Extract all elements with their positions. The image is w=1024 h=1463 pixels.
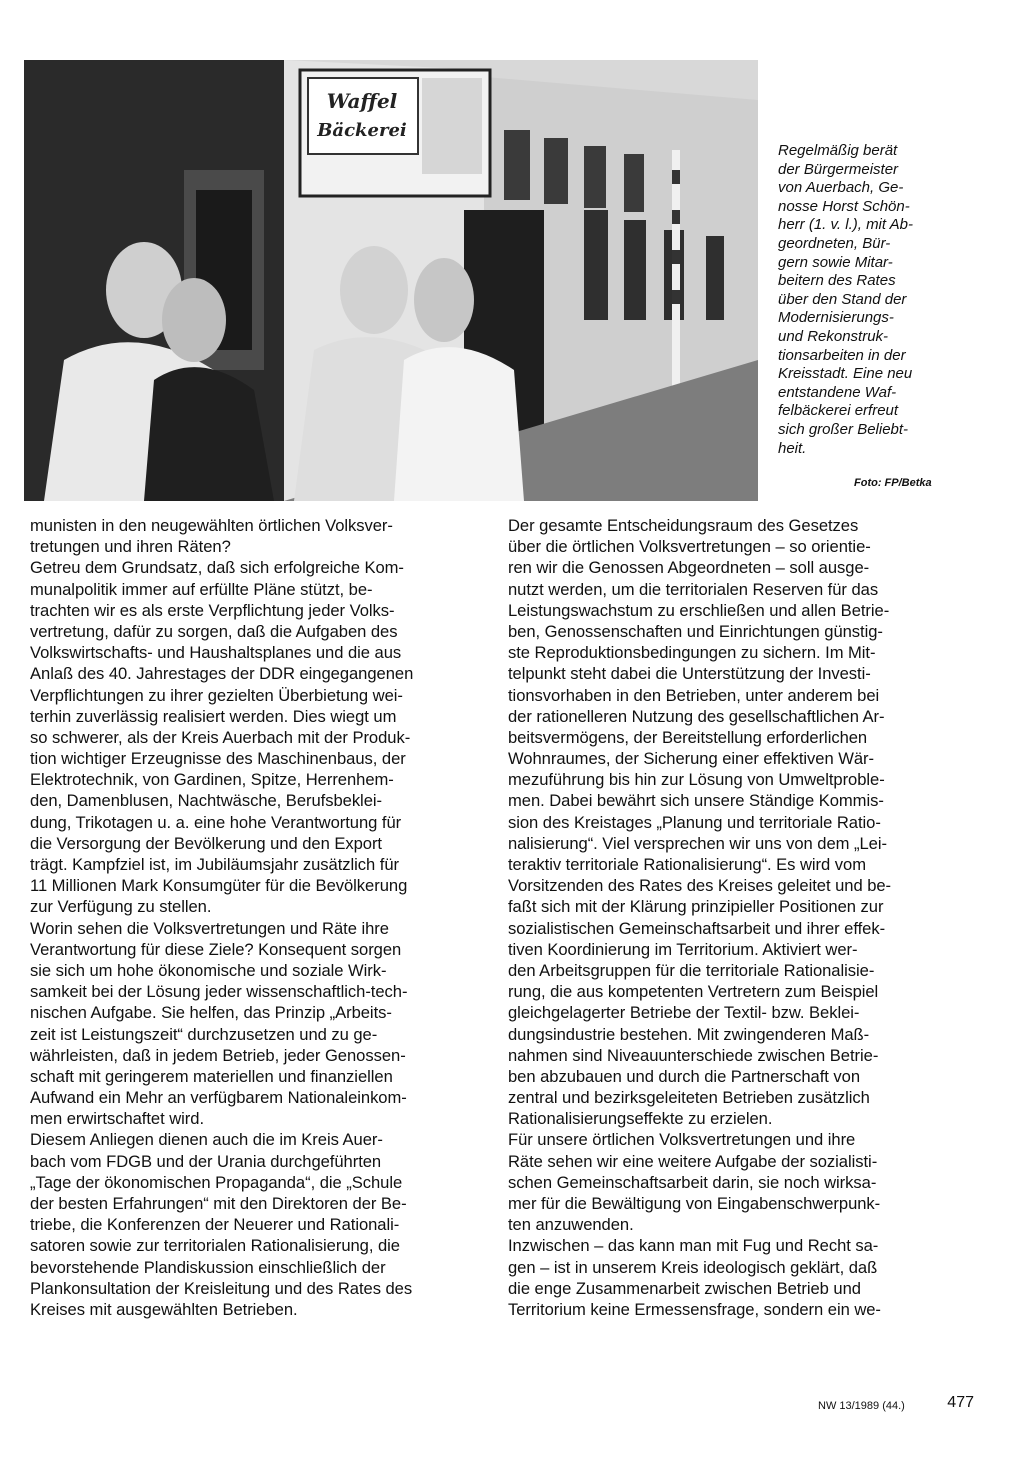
text-line: gleichgelagerter Betriebe der Textil- bzw. Beklei- [508,1003,860,1023]
text-line: Getreu dem Grundsatz, daß sich erfolgreiche Kom- [30,558,404,578]
text-line: währleisten, daß in jedem Betrieb, jeder Genossen- [30,1045,406,1065]
text-line: Elektrotechnik, von Gardinen, Spitze, Herrenhem- [30,770,394,790]
text-line: men erwirtschaftet wird. [30,1109,205,1129]
text-line: die Versorgung der Bevölkerung und den Export [30,833,382,853]
text-line: Inzwischen – das kann man mit Fug und Recht sa- [508,1236,879,1256]
caption-line: geordneten, Bür- [778,234,891,252]
text-line: der besten Erfahrungen“ mit den Direktoren der Be- [30,1194,407,1213]
text-line: über die örtlichen Volksvertretungen – so orientie- [508,537,871,557]
text-line: mezuführung bis hin zur Lösung von Umweltproble- [508,770,885,790]
caption-line: entstandene Waf- [778,383,897,401]
text-line: satoren sowie zur territorialen Rationalisierung, die [30,1236,400,1256]
text-line: Der gesamte Entscheidungsraum des Gesetzes [508,516,859,535]
text-line: 11 Millionen Mark Konsumgüter für die Bevölkerung [30,876,408,896]
text-line: Volkswirtschafts- und Haushaltsplanes und die aus [30,643,402,663]
issue-label: NW 13/1989 (44.) [818,1400,905,1412]
svg-text:Bäckerei: Bäckerei [317,120,407,141]
left-text-column [30,515,495,1320]
text-line: sie sich um hohe ökonomische und soziale Wirk- [30,960,387,980]
text-line: Vorsitzenden des Rates des Kreises geleitet und be- [508,876,892,896]
text-line: trägt. Kampfziel ist, im Jubiläumsjahr zusätzlich für [30,855,399,874]
text-line: Verpflichtungen zu ihrer gezielten Überbietung wei- [30,685,403,705]
caption-line: von Auerbach, Ge- [778,179,904,197]
page-footer [818,1394,974,1416]
text-line: ren wir die Genossen Abgeordneten – soll ausge- [508,558,870,578]
caption-line: über den Stand der [778,290,907,308]
text-line: Territorium keine Ermessensfrage, sondern ein we- [508,1299,881,1319]
text-line: so schwerer, als der Kreis Auerbach mit der Produk- [30,727,411,747]
caption-line: nosse Horst Schön- [778,197,910,215]
text-line: nalisierung“. Viel versprechen wir uns von dem „Lei- [508,833,887,853]
text-line: triebe, die Konferenzen der Neuerer und Rationali- [30,1215,400,1235]
text-line: Rationalisierungseffekte zu erzielen. [508,1109,773,1129]
caption-line: heit. [778,439,807,457]
right-text-column [508,515,973,1320]
text-line: Worin sehen die Volksvertretungen und Räte ihre [30,918,389,938]
text-line: men. Dabei bewährt sich unsere Ständige Kommis- [508,791,884,811]
text-line: tretungen und ihren Räten? [30,537,231,557]
text-line: bach vom FDGB und der Urania durchgeführten [30,1151,382,1171]
text-line: Diesem Anliegen dienen auch die im Kreis Auer- [30,1130,383,1150]
text-line: Aufwand ein Mehr an verfügbarem Nationaleinkom- [30,1088,407,1108]
text-line: sion des Kreistages „Planung und territoriale Ratio- [508,812,881,832]
text-line: ben abzubauen und durch die Partnerschaft von [508,1066,861,1086]
text-line: nutzt werden, um die territorialen Reserven für das [508,579,879,599]
text-line: tiven Koordinierung im Territorium. Aktiviert wer- [508,939,858,959]
text-line: zur Verfügung zu stellen. [30,897,212,917]
text-line: „Tage der ökonomischen Propaganda“, die „Schule [30,1172,403,1192]
text-line: telpunkt steht dabei die Unterstützung der Investi- [508,664,871,684]
caption-line: gern sowie Mitar- [778,253,893,271]
text-line: dung, Trikotagen u. a. eine hohe Verantwortung für [30,812,402,832]
text-line: tion wichtiger Erzeugnisse des Maschinenbaus, der [30,749,406,769]
text-line: nischen Aufgabe. Sie helfen, das Prinzip „Arbeits- [30,1003,392,1023]
text-line: der rationelleren Nutzung des gesellschaftlichen Ar- [508,706,885,726]
photo-caption [778,142,968,458]
text-line: zeit ist Leistungszeit“ durchzusetzen und zu ge- [30,1024,378,1044]
caption-line: Modernisierungs- [778,309,894,327]
text-line: beitsvermögens, der Bereitstellung erforderlichen [508,727,868,747]
text-line: Leistungswachstum zu erschließen und allen Betrie- [508,600,890,620]
svg-text:Waffel: Waffel [326,89,398,113]
caption-line: beitern des Rates [778,272,896,290]
article-photo [24,60,758,501]
text-line: schaft mit geringerem materiellen und finanziellen [30,1066,393,1086]
text-line: teraktiv territoriale Rationalisierung“. Es wird vom [508,855,866,874]
text-line: den Arbeitsgruppen für die territoriale Rationalisie- [508,960,875,980]
text-line: tionsvorhaben in den Betrieben, unter anderem bei [508,685,880,705]
text-line: Anlaß des 40. Jahrestages der DDR eingegangenen [30,664,414,684]
caption-line: felbäckerei erfreut [778,402,899,420]
text-line: munisten in den neugewählten örtlichen Volksver- [30,516,393,535]
caption-line: und Rekonstruk- [778,327,889,345]
street-scene-image [24,60,758,501]
text-line: trachten wir es als erste Verpflichtung jeder Volks- [30,600,395,620]
text-line: ben, Genossenschaften und Einrichtungen günstig- [508,621,883,641]
text-line: munalpolitik immer auf erfüllte Pläne stützt, be- [30,579,373,599]
text-line: terhin zuverlässig realisiert werden. Dies wiegt um [30,706,397,726]
text-line: Räte sehen wir eine weitere Aufgabe der sozialisti- [508,1151,878,1171]
text-line: dungsindustrie bestehen. Mit zwingenderen Maß- [508,1024,870,1044]
text-line: sozialistischen Gemeinschaftsarbeit und ihrer effek- [508,918,886,938]
photo-credit: Foto: FP/Betka [854,477,932,489]
text-line: den, Damenblusen, Nachtwäsche, Berufsbeklei- [30,791,382,811]
text-line: rung, die aus kompetenten Vertretern zum Beispiel [508,982,879,1002]
caption-line: Kreisstadt. Eine neu [778,365,913,383]
text-line: nahmen sind Niveauunterschiede zwischen Betrie- [508,1045,879,1065]
caption-line: sich großer Beliebt- [778,420,909,438]
page-number: 477 [947,1394,974,1411]
caption-line: der Bürgermeister [778,160,899,178]
text-line: bevorstehende Plandiskussion einschließlich der [30,1257,386,1277]
text-line: ten anzuwenden. [508,1215,634,1235]
caption-line: herr (1. v. l.), mit Ab- [778,216,914,234]
text-line: ste Reproduktionsbedingungen zu sichern. Im Mit- [508,643,876,663]
text-line: zentral und bezirksgeleiteten Betrieben zusätzlich [508,1088,870,1108]
caption-line: Regelmäßig berät [778,142,898,159]
text-line: Wohnraumes, der Sicherung einer effektiven Wär- [508,749,874,769]
text-line: Plankonsultation der Kreisleitung und des Rates des [30,1278,413,1298]
text-line: samkeit bei der Lösung jeder wissenschaftlich-tech- [30,982,408,1002]
text-line: Für unsere örtlichen Volksvertretungen und ihre [508,1130,856,1150]
text-line: gen – ist in unserem Kreis ideologisch geklärt, daß [508,1257,878,1277]
text-line: schen Gemeinschaftsarbeit darin, sie noch wirksa- [508,1172,877,1192]
text-line: vertretung, dafür zu sorgen, daß die Aufgaben des [30,621,398,641]
text-line: die enge Zusammenarbeit zwischen Betrieb und [508,1278,861,1298]
text-line: mer für die Bewältigung von Eingabenschwerpunk- [508,1194,881,1213]
text-line: faßt sich mit der Klärung prinzipieller Positionen zur [508,897,884,917]
caption-line: tionsarbeiten in der [778,346,906,364]
text-line: Verantwortung für diese Ziele? Konsequent sorgen [30,939,402,959]
text-line: Kreises mit ausgewählten Betrieben. [30,1299,298,1319]
